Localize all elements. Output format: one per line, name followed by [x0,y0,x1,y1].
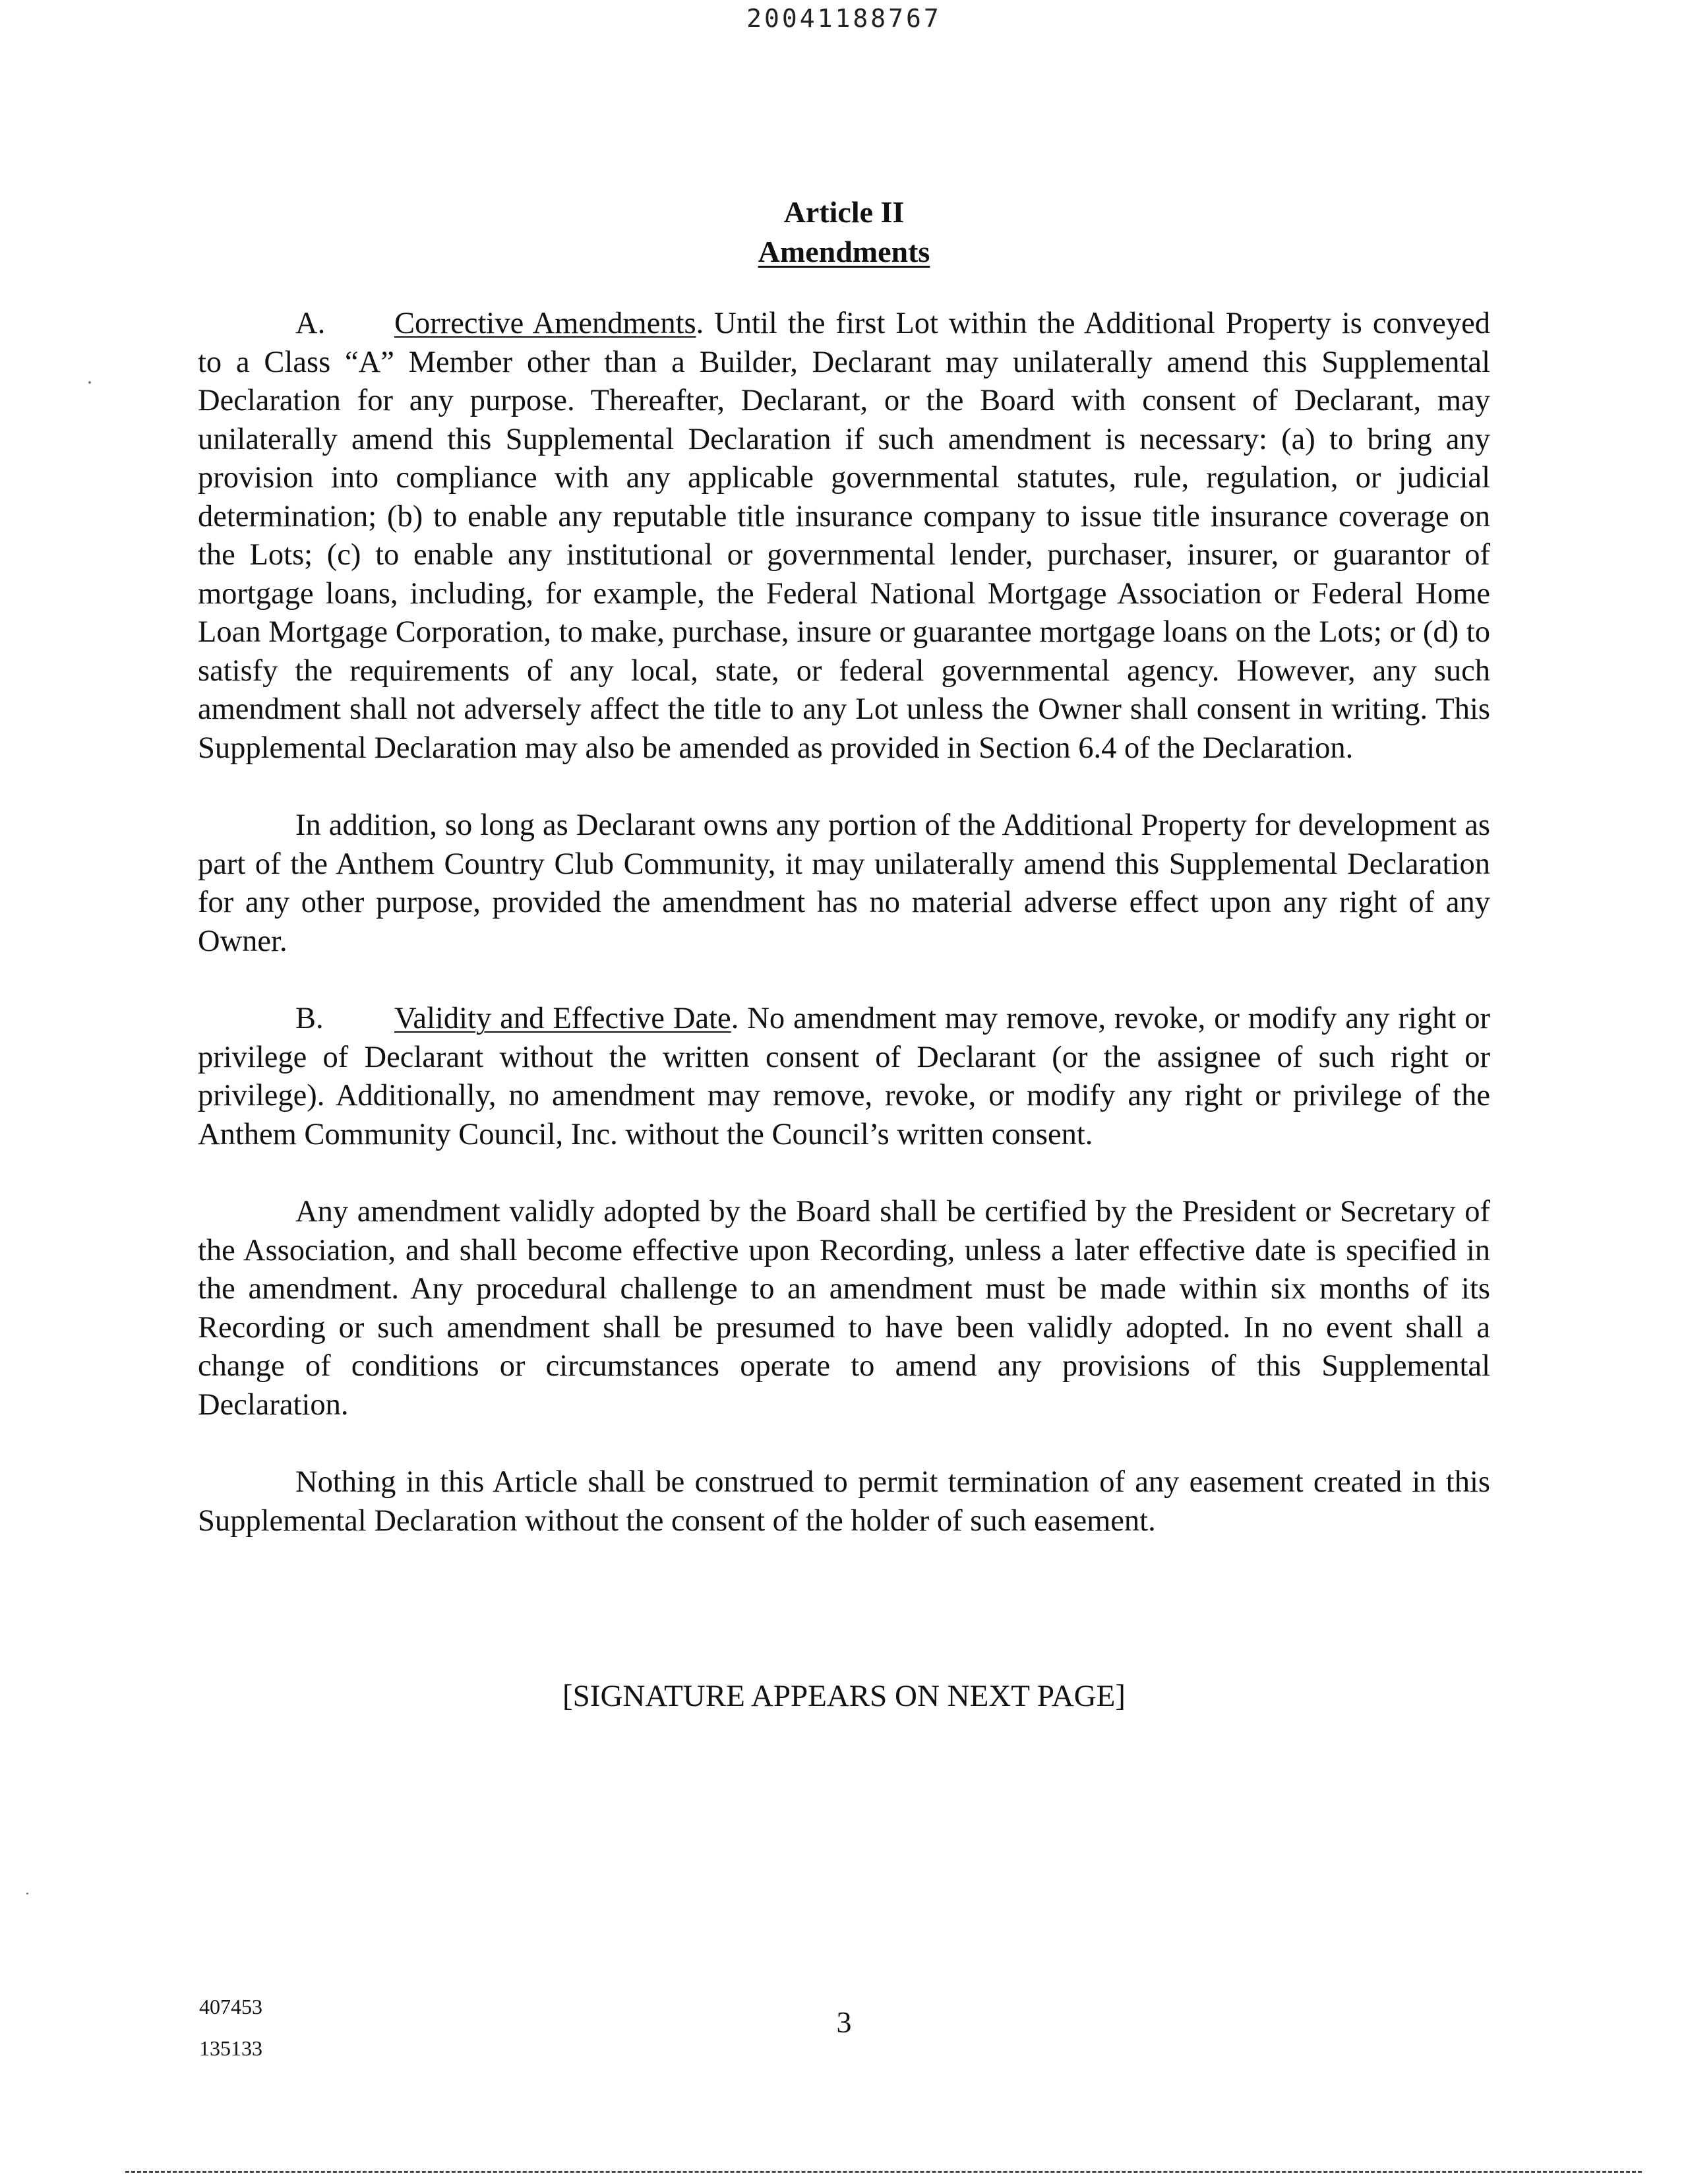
article-heading [0,193,1688,272]
doc-number-2: 135133 [199,2036,262,2060]
page-number: 3 [836,2005,852,2039]
article-number: Article II [783,195,905,229]
section-b-paragraph-2: Any amendment validly adopted by the Board shall be certified by the President or Secretary of the Association, and shall become effective upon Recording, unless a later effective date is specified in the amendment. Any procedural challenge to an amendment must be made within six months of its Recording or such amendment shall be presumed to have been validly adopted. In no event shall a change of conditions or circumstances operate to amend any provisions of this Supplemental Declaration. [198,1195,1490,1422]
section-a-text: . Until the first Lot within the Additional Property is conveyed to a Class “A” Member other than a Builder, Declarant may unilaterally amend this Supplemental Declaration for any purpose. Thereafter, Declarant, or the Board with consent of Declarant, may unilaterally amend this Supplemental Declaration if such amendment is necessary: (a) to bring any provision into compliance with any applicable governmental statutes, rule, regulation, or judicial determination; (b) to enable any reputable title insurance company to issue title insurance coverage on the Lots; (c) to enable any institutional or governmental lender, purchaser, insurer, or guarantor of mortgage loans, including, for example, the Federal National Mortgage Association or Federal Home Loan Mortgage Corporation, to make, purchase, insure or guarantee mortgage loans on the Lots; or (d) to satisfy the requirements of any local, state, or federal governmental agency. However, any such amendment shall not adversely affect the title to any Lot unless the Owner shall consent in writing. This Supplemental Declaration may also be amended as provided in Section 6.4 of the Declaration. [198,307,1491,765]
signature-note: [SIGNATURE APPEARS ON NEXT PAGE] [562,1679,1126,1713]
section-a-title: Corrective Amendments [394,307,696,340]
section-b-text: . No amendment may remove, revoke, or modify any right or privilege of Declarant without the written consent of Declarant (or the assignee of such right or privilege). Additionally, no amendment may remove, revoke, or modify any right or privilege of the Anthem Community Council, Inc. without the Council’s written consent. [198,1002,1491,1151]
section-b-paragraph [198,1000,1490,1154]
scan-speck [88,381,91,384]
section-a-paragraph [198,305,1490,768]
section-b-paragraph-3: Nothing in this Article shall be construed to permit termination of any easement created in this Supplemental Declaration without the consent of the holder of such easement. [198,1465,1490,1538]
article-title: Amendments [758,235,930,268]
section-a-letter: A. [295,307,326,340]
document-body [198,305,1490,1540]
scan-speck [26,1893,28,1895]
section-b-letter: B. [295,1002,324,1035]
scan-edge-line [125,2171,1642,2173]
doc-number-1: 407453 [199,1995,262,2018]
section-b-title: Validity and Effective Date [394,1002,731,1035]
section-a-paragraph-2: In addition, so long as Declarant owns any portion of the Additional Property for development as part of the Anthem Country Club Community, it may unilaterally amend this Supplemental Declaration for any other purpose, provided the amendment has no material adverse effect upon any right of any Owner. [198,808,1490,958]
recording-number: 20041188767 [746,4,942,33]
